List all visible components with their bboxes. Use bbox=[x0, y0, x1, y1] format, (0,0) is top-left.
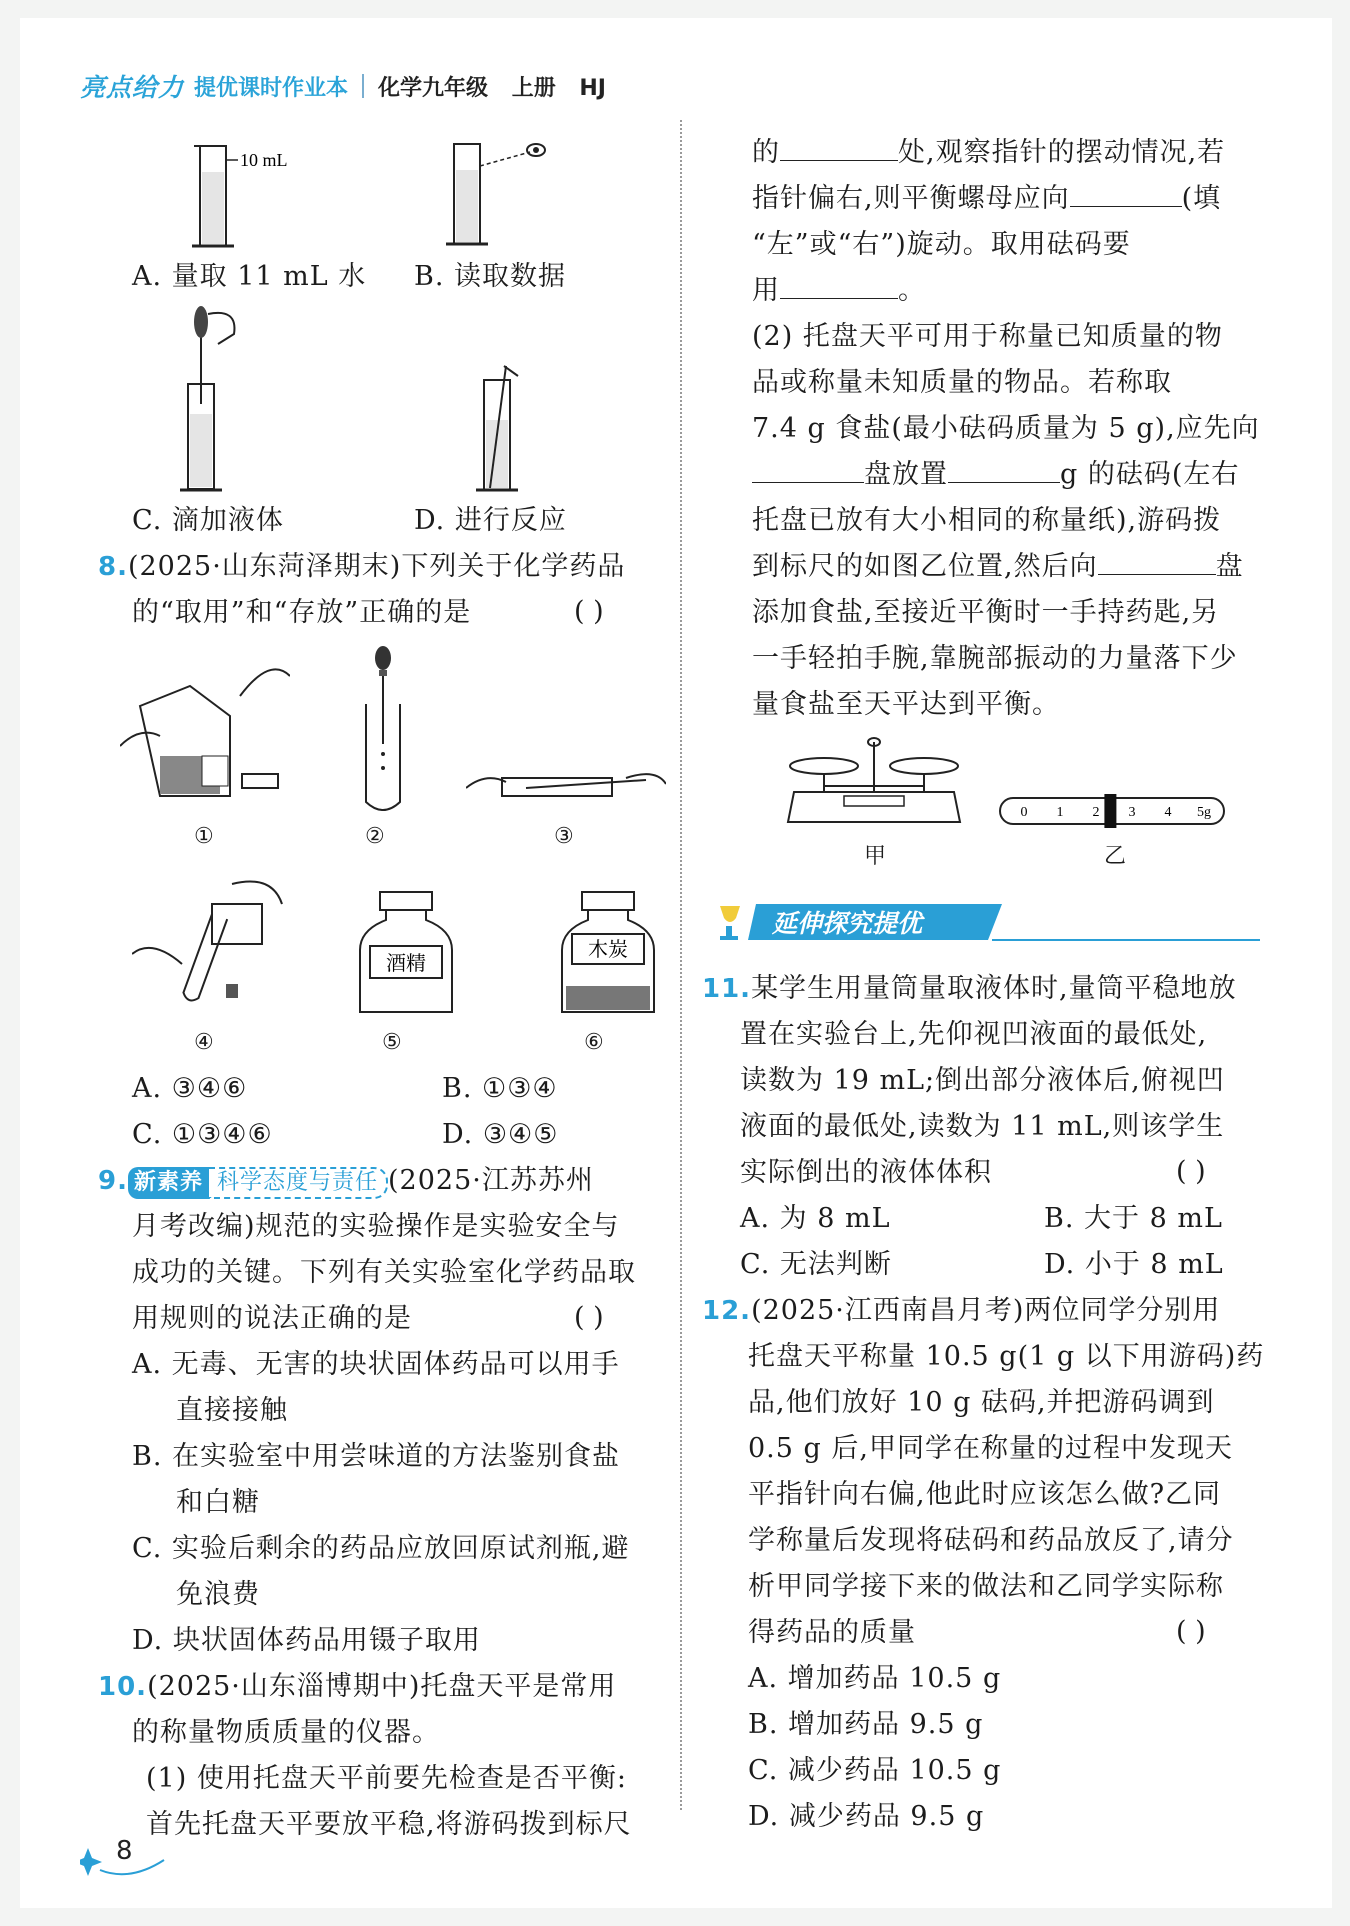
ruler-tick-label: 4 bbox=[1164, 805, 1172, 820]
q9-number: 9. bbox=[98, 1166, 128, 1196]
q12-line-4: 0.5 g 后,甲同学在称量的过程中发现天 bbox=[748, 1433, 1233, 1464]
q12-option-d: D. 减少药品 9.5 g bbox=[748, 1801, 985, 1832]
q10-r5: (2) 托盘天平可用于称量已知质量的物 bbox=[752, 321, 1223, 352]
q10-blank-2[interactable] bbox=[1070, 176, 1182, 207]
q10-line-3: (1) 使用托盘天平前要先检查是否平衡: bbox=[146, 1763, 627, 1794]
q12-line-7: 析甲同学接下来的做法和乙同学实际称 bbox=[748, 1571, 1224, 1602]
q8-number: 8. bbox=[98, 552, 128, 582]
q11-option-c: C. 无法判断 bbox=[740, 1249, 892, 1280]
header-divider bbox=[362, 74, 364, 98]
q10-blank-3[interactable] bbox=[780, 268, 898, 299]
q10-r8-text-a: 盘放置 bbox=[864, 459, 948, 490]
q8-label-4: ④ bbox=[194, 1030, 215, 1055]
column-divider bbox=[680, 120, 682, 1810]
book-subtitle: 提优课时作业本 bbox=[194, 75, 349, 101]
q10-r1-text-a: 的 bbox=[752, 137, 780, 168]
q11-option-b: B. 大于 8 mL bbox=[1044, 1203, 1223, 1234]
q9-answer-paren: ( ) bbox=[574, 1302, 604, 1333]
section-banner bbox=[712, 900, 1262, 944]
q8-option-a: A. ③④⑥ bbox=[132, 1073, 248, 1104]
q9-line-4: 用规则的说法正确的是 bbox=[132, 1303, 412, 1334]
q10-blank-6[interactable] bbox=[1098, 544, 1216, 575]
q10-r3: “左”或“右”)旋动。取用砝码要 bbox=[752, 229, 1131, 260]
q12-option-a: A. 增加药品 10.5 g bbox=[748, 1663, 1002, 1694]
q12-line-2: 托盘天平称量 10.5 g(1 g 以下用游码)药 bbox=[748, 1341, 1265, 1372]
ruler-label-yi: 乙 bbox=[1104, 844, 1128, 869]
q7-figure-a bbox=[180, 138, 320, 250]
q8-figure-5 bbox=[356, 890, 456, 1020]
q11-line-4: 液面的最低处,读数为 11 mL,则该学生 bbox=[740, 1111, 1225, 1142]
q10-r11: 添加食盐,至接近平衡时一手持药匙,另 bbox=[752, 597, 1220, 628]
q8-figure-6 bbox=[558, 890, 658, 1020]
q9-text-1: (2025·江苏苏州 bbox=[388, 1165, 594, 1196]
q10-number: 10. bbox=[98, 1672, 148, 1702]
q10-r2 bbox=[752, 176, 1221, 221]
q10-r4-text-a: 用 bbox=[752, 275, 780, 306]
q8-label-1: ① bbox=[194, 824, 215, 849]
q11-option-d: D. 小于 8 mL bbox=[1044, 1249, 1224, 1280]
q7-figure-c bbox=[168, 304, 258, 494]
ruler-tick-label: 3 bbox=[1128, 805, 1136, 820]
q10-r4 bbox=[752, 268, 926, 313]
q7-option-a: A. 量取 11 mL 水 bbox=[132, 261, 367, 292]
q8-bottle-alcohol-label: 酒精 bbox=[386, 951, 426, 975]
q8-label-3: ③ bbox=[554, 824, 575, 849]
q8-bottle-charcoal-label: 木炭 bbox=[588, 937, 628, 961]
q9-line-1 bbox=[98, 1158, 594, 1204]
q10-line-4: 首先托盘天平要放平稳,将游码拨到标尺 bbox=[146, 1809, 632, 1840]
q8-figure-4 bbox=[132, 874, 292, 1014]
q8-figure-3 bbox=[466, 758, 666, 818]
q12-line-1 bbox=[702, 1288, 1220, 1334]
q8-option-d: D. ③④⑤ bbox=[442, 1119, 559, 1150]
q12-line-8: 得药品的质量 bbox=[748, 1617, 916, 1648]
q12-number: 12. bbox=[702, 1296, 752, 1326]
q11-line-3: 读数为 19 mL;倒出部分液体后,俯视凹 bbox=[740, 1065, 1225, 1096]
q7-volume-label: 10 mL bbox=[240, 150, 288, 170]
page-number: 8 bbox=[116, 1836, 133, 1866]
q8-text-1: (2025·山东菏泽期末)下列关于化学药品 bbox=[127, 551, 626, 582]
q10-r10-text-b: 盘 bbox=[1215, 551, 1244, 582]
q8-line-2: 的“取用”和“存放”正确的是 bbox=[132, 597, 472, 628]
q8-line-1 bbox=[98, 544, 625, 590]
page-header bbox=[80, 66, 606, 106]
q10-r8-text-b: g 的砝码(左右 bbox=[1060, 459, 1240, 490]
literacy-topic-tag: 科学态度与责任 bbox=[209, 1167, 388, 1199]
q9-option-b-1: B. 在实验室中用尝味道的方法鉴别食盐 bbox=[132, 1441, 621, 1472]
q9-line-3: 成功的关键。下列有关实验室化学药品取 bbox=[132, 1257, 636, 1288]
q10-r10 bbox=[752, 544, 1244, 589]
q7-option-d: D. 进行反应 bbox=[414, 505, 567, 536]
q7-option-b: B. 读取数据 bbox=[414, 261, 567, 292]
q8-label-2: ② bbox=[365, 824, 386, 849]
q12-text-1: (2025·江西南昌月考)两位同学分别用 bbox=[751, 1295, 1221, 1326]
q7-figure-b bbox=[440, 136, 560, 248]
q9-option-c-1: C. 实验后剩余的药品应放回原试剂瓶,避 bbox=[132, 1533, 630, 1564]
q9-option-c-2: 免浪费 bbox=[176, 1579, 260, 1610]
q10-blank-4[interactable] bbox=[752, 452, 864, 483]
q11-number: 11. bbox=[702, 974, 752, 1004]
q10-blank-1[interactable] bbox=[780, 130, 898, 161]
q10-r7: 7.4 g 食盐(最小砝码质量为 5 g),应先向 bbox=[752, 413, 1260, 444]
q10-line-1 bbox=[98, 1664, 616, 1710]
q11-line-2: 置在实验台上,先仰视凹液面的最低处, bbox=[740, 1019, 1208, 1050]
q10-r13: 量食盐至天平达到平衡。 bbox=[752, 689, 1060, 720]
q8-answer-paren: ( ) bbox=[574, 596, 604, 627]
q10-r1 bbox=[752, 130, 1225, 175]
q11-line-5: 实际倒出的液体体积 bbox=[740, 1157, 992, 1188]
balance-figure-jia bbox=[784, 736, 964, 832]
q9-option-d: D. 块状固体药品用镊子取用 bbox=[132, 1625, 481, 1656]
brand-logo: 亮点给力 bbox=[80, 73, 185, 102]
ruler-tick-label: 5g bbox=[1197, 805, 1211, 820]
rider-ruler-figure bbox=[998, 792, 1228, 832]
q10-r10-text-a: 到标尺的如图乙位置,然后向 bbox=[752, 551, 1098, 582]
q10-r2-text-b: (填 bbox=[1181, 183, 1222, 214]
q10-line-2: 的称量物质质量的仪器。 bbox=[132, 1717, 440, 1748]
q12-line-5: 平指针向右偏,他此时应该怎么做?乙同 bbox=[748, 1479, 1222, 1510]
q11-option-a: A. 为 8 mL bbox=[740, 1203, 891, 1234]
q12-answer-paren: ( ) bbox=[1176, 1616, 1206, 1647]
balance-label-jia: 甲 bbox=[864, 844, 888, 869]
q11-line-1 bbox=[702, 966, 1237, 1012]
q11-answer-paren: ( ) bbox=[1176, 1156, 1206, 1187]
q10-r12: 一手轻拍手腕,靠腕部振动的力量落下少 bbox=[752, 643, 1238, 674]
q8-figure-2 bbox=[358, 644, 408, 814]
rider-marker bbox=[1104, 794, 1116, 828]
ruler-tick-label: 0 bbox=[1020, 805, 1028, 820]
q12-option-c: C. 减少药品 10.5 g bbox=[748, 1755, 1002, 1786]
q8-label-6: ⑥ bbox=[584, 1030, 605, 1055]
q10-r4-text-b: 。 bbox=[898, 275, 926, 306]
grade-label: 化学九年级 上册 HJ bbox=[378, 75, 606, 101]
q8-option-b: B. ①③④ bbox=[442, 1073, 558, 1104]
section-title: 延伸探究提优 bbox=[772, 909, 923, 938]
q7-figure-d bbox=[470, 360, 540, 494]
q9-line-2: 月考改编)规范的实验操作是实验安全与 bbox=[132, 1211, 620, 1242]
q10-r1-text-b: 处,观察指针的摆动情况,若 bbox=[898, 137, 1226, 168]
q10-blank-5[interactable] bbox=[948, 452, 1060, 483]
q8-label-5: ⑤ bbox=[382, 1030, 403, 1055]
q10-r8 bbox=[752, 452, 1239, 497]
q7-option-c: C. 滴加液体 bbox=[132, 505, 284, 536]
q10-r9: 托盘已放有大小相同的称量纸),游码拨 bbox=[752, 505, 1222, 536]
q8-option-c: C. ①③④⑥ bbox=[132, 1119, 273, 1150]
q10-r2-text-a: 指针偏右,则平衡螺母应向 bbox=[752, 183, 1070, 214]
q9-option-a-1: A. 无毒、无害的块状固体药品可以用手 bbox=[132, 1349, 620, 1380]
q12-line-3: 品,他们放好 10 g 砝码,并把游码调到 bbox=[748, 1387, 1215, 1418]
ruler-tick-label: 1 bbox=[1056, 805, 1064, 820]
q9-option-b-2: 和白糖 bbox=[176, 1487, 260, 1518]
q10-r6: 品或称量未知质量的物品。若称取 bbox=[752, 367, 1172, 398]
new-literacy-badge: 新素养 bbox=[128, 1167, 209, 1199]
q10-text-1: (2025·山东淄博期中)托盘天平是常用 bbox=[147, 1671, 617, 1702]
q12-line-6: 学称量后发现将砝码和药品放反了,请分 bbox=[748, 1525, 1234, 1556]
q11-text-1: 某学生用量筒量取液体时,量筒平稳地放 bbox=[751, 973, 1237, 1004]
ruler-tick-label: 2 bbox=[1092, 805, 1100, 820]
q9-option-a-2: 直接接触 bbox=[176, 1395, 288, 1426]
q12-option-b: B. 增加药品 9.5 g bbox=[748, 1709, 984, 1740]
q8-figure-1 bbox=[120, 646, 290, 816]
